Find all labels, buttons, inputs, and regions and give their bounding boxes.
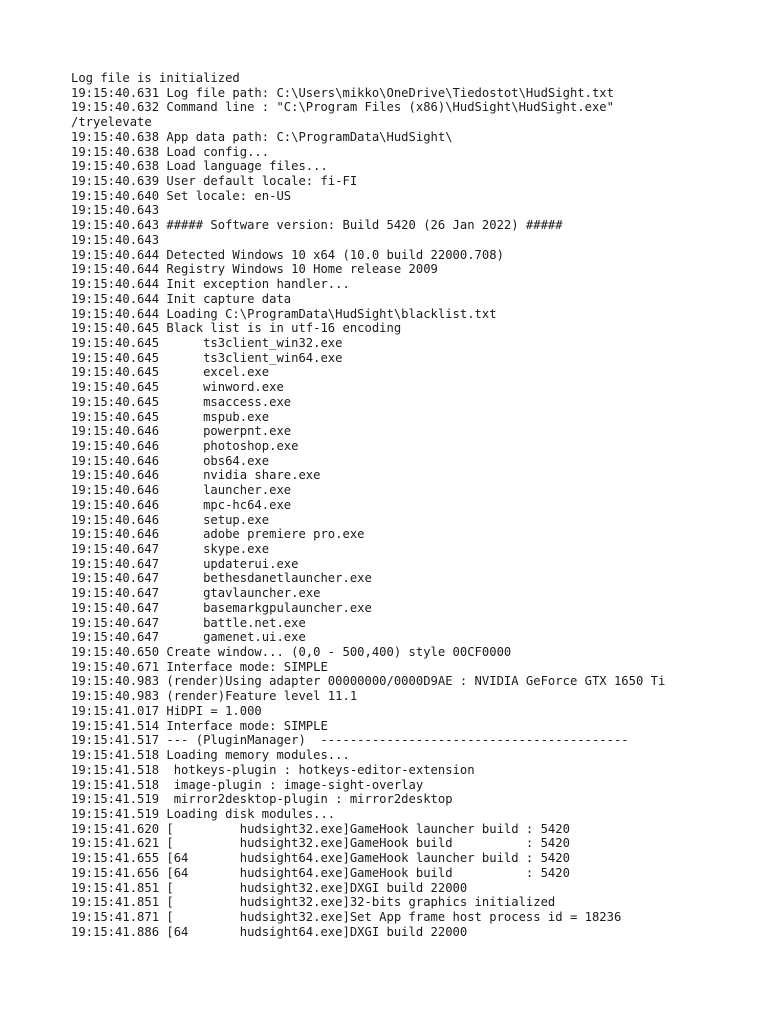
log-line: 19:15:40.647 gamenet.ui.exe <box>71 630 306 645</box>
log-line: 19:15:40.645 winword.exe <box>71 380 284 395</box>
log-line: 19:15:40.643 <box>71 203 160 218</box>
log-line: 19:15:40.646 adobe premiere pro.exe <box>71 527 365 542</box>
log-line: Log file is initialized <box>71 71 240 85</box>
log-line: 19:15:41.017 HiDPI = 1.000 <box>71 703 262 718</box>
log-line: 19:15:41.656 [64 hudsight64.exe]GameHook build : 5420 <box>71 865 570 880</box>
log-line: 19:15:40.640 Set locale: en-US <box>71 188 292 203</box>
log-line: 19:15:40.638 Load config... <box>71 144 270 159</box>
log-line: 19:15:41.655 [64 hudsight64.exe]GameHook launcher build : 5420 <box>71 851 570 866</box>
log-line: 19:15:40.645 mspub.exe <box>71 409 270 424</box>
log-line: 19:15:40.647 basemarkgpulauncher.exe <box>71 600 372 615</box>
log-line: 19:15:41.518 Loading memory modules... <box>71 748 350 763</box>
log-line: 19:15:40.646 nvidia share.exe <box>71 468 321 483</box>
log-line: 19:15:40.645 Black list is in utf-16 encoding <box>71 321 402 336</box>
log-line: 19:15:40.644 Detected Windows 10 x64 (10.0 build 22000.708) <box>71 247 504 262</box>
log-line: 19:15:41.871 [ hudsight32.exe]Set App frame host process id = 18236 <box>71 909 622 924</box>
log-line: 19:15:40.639 User default locale: fi-FI <box>71 174 358 189</box>
log-line: 19:15:40.632 Command line : "C:\Program Files (x86)\HudSight\HudSight.exe" <box>71 100 614 115</box>
log-line: 19:15:40.644 Init capture data <box>71 291 292 306</box>
log-line: 19:15:40.671 Interface mode: SIMPLE <box>71 659 328 674</box>
log-line: 19:15:40.645 ts3client_win32.exe <box>71 335 343 350</box>
log-line: 19:15:40.638 Load language files... <box>71 159 328 174</box>
log-line: 19:15:40.647 bethesdanetlauncher.exe <box>71 571 372 586</box>
log-line: 19:15:41.886 [64 hudsight64.exe]DXGI build 22000 <box>71 924 468 939</box>
log-line: 19:15:41.518 image-plugin : image-sight-overlay <box>71 777 424 792</box>
log-line: 19:15:40.647 battle.net.exe <box>71 615 306 630</box>
log-line: 19:15:41.514 Interface mode: SIMPLE <box>71 718 328 733</box>
log-line: 19:15:41.851 [ hudsight32.exe]DXGI build 22000 <box>71 880 468 895</box>
log-line: 19:15:40.643 ##### Software version: Build 5420 (26 Jan 2022) ##### <box>71 218 563 233</box>
log-line: 19:15:40.647 skype.exe <box>71 542 270 556</box>
log-line: 19:15:40.983 (render)Using adapter 00000000/0000D9AE : NVIDIA GeForce GTX 1650 Ti <box>71 674 666 689</box>
log-line: 19:15:40.646 obs64.exe <box>71 453 270 468</box>
log-text <box>71 71 761 939</box>
log-line: 19:15:40.631 Log file path: C:\Users\mikko\OneDrive\Tiedostot\HudSight.txt <box>71 85 614 100</box>
log-line: 19:15:40.638 App data path: C:\ProgramData\HudSight\ <box>71 129 453 144</box>
log-line: 19:15:40.647 updaterui.exe <box>71 556 299 571</box>
log-line: 19:15:40.644 Init exception handler... <box>71 277 350 292</box>
log-line: 19:15:40.645 msaccess.exe <box>71 394 292 409</box>
log-line: 19:15:40.646 mpc-hc64.exe <box>71 497 292 512</box>
log-line: 19:15:41.519 Loading disk modules... <box>71 806 336 821</box>
log-line: 19:15:40.646 setup.exe <box>71 512 270 527</box>
log-line: 19:15:40.646 powerpnt.exe <box>71 424 292 439</box>
log-line: 19:15:41.518 hotkeys-plugin : hotkeys-editor-extension <box>71 762 475 777</box>
log-line: 19:15:40.646 photoshop.exe <box>71 438 299 453</box>
log-line: 19:15:40.645 excel.exe <box>71 365 270 380</box>
log-line: 19:15:41.517 --- (PluginManager) ------------------------------------------ <box>71 733 629 748</box>
log-line: 19:15:41.621 [ hudsight32.exe]GameHook build : 5420 <box>71 836 570 851</box>
log-line: 19:15:40.647 gtavlauncher.exe <box>71 586 321 601</box>
log-line: 19:15:41.851 [ hudsight32.exe]32-bits graphics initialized <box>71 895 556 910</box>
log-line: 19:15:40.646 launcher.exe <box>71 483 292 498</box>
log-line: 19:15:40.643 <box>71 232 160 247</box>
log-line: 19:15:40.983 (render)Feature level 11.1 <box>71 689 358 704</box>
log-line: 19:15:41.620 [ hudsight32.exe]GameHook launcher build : 5420 <box>71 821 570 836</box>
log-line: 19:15:40.644 Loading C:\ProgramData\HudSight\blacklist.txt <box>71 306 497 321</box>
log-line: /tryelevate <box>71 115 152 130</box>
log-line: 19:15:40.650 Create window... (0,0 - 500,400) style 00CF0000 <box>71 645 512 660</box>
log-line: 19:15:40.644 Registry Windows 10 Home release 2009 <box>71 262 438 277</box>
log-line: 19:15:40.645 ts3client_win64.exe <box>71 350 343 365</box>
log-line: 19:15:41.519 mirror2desktop-plugin : mirror2desktop <box>71 792 453 807</box>
